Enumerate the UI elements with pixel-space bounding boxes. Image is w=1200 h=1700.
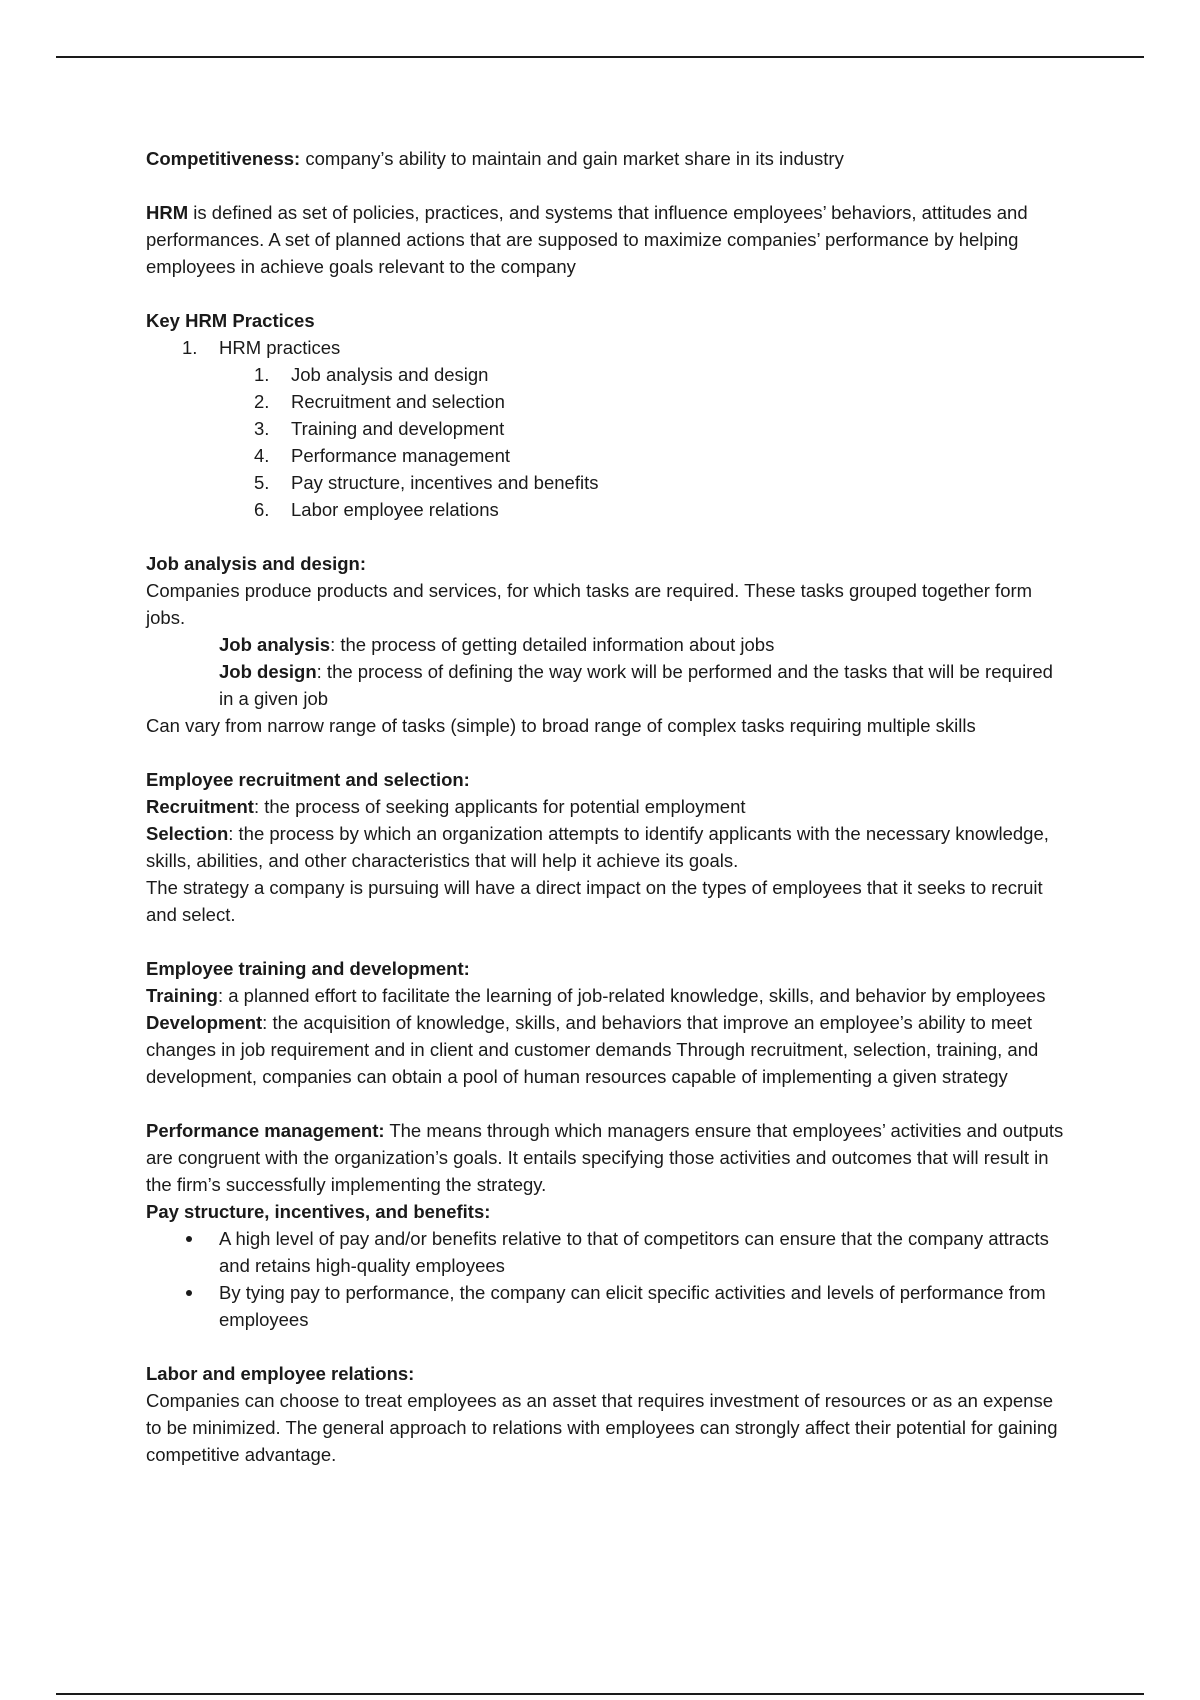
pay-bullet-list xyxy=(146,1225,1066,1333)
list-item: A high level of pay and/or benefits relative to that of competitors can ensure that the company attracts and retains high-quality employees xyxy=(146,1225,1066,1279)
pay-heading: Pay structure, incentives, and benefits: xyxy=(146,1201,491,1222)
competitiveness-definition: Competitiveness: company’s ability to maintain and gain market share in its industry xyxy=(146,148,844,169)
job-design-definition: Job design: the process of defining the way work will be performed and the tasks that will be required in a given job xyxy=(219,661,1053,709)
job-analysis-intro: Companies produce products and services, for which tasks are required. These tasks grouped together form jobs. xyxy=(146,580,1033,628)
top-rule xyxy=(56,56,1144,58)
document-body xyxy=(146,145,1066,1468)
bullet-icon xyxy=(186,1236,192,1242)
hrm-practices-sublist xyxy=(219,361,1066,523)
list-item: 2. Recruitment and selection xyxy=(254,391,505,412)
selection-definition: Selection: the process by which an organization attempts to identify applicants with the necessary knowledge, skills, abilities, and other characteristics that will help it achieve its goals. xyxy=(146,823,1049,871)
list-item: 1. Job analysis and design xyxy=(254,364,489,385)
key-practices-list xyxy=(146,334,1066,523)
job-range-note: Can vary from narrow range of tasks (simple) to broad range of complex tasks requiring multiple skills xyxy=(146,715,976,736)
hrm-term: HRM xyxy=(146,202,189,223)
labor-heading: Labor and employee relations: xyxy=(146,1363,415,1384)
list-item: 4. Performance management xyxy=(254,445,511,466)
key-practices-heading: Key HRM Practices xyxy=(146,310,315,331)
competitiveness-term: Competitiveness: xyxy=(146,148,301,169)
list-item: By tying pay to performance, the company can elicit specific activities and levels of performance from employees xyxy=(146,1279,1066,1333)
list-item: 3. Training and development xyxy=(254,418,505,439)
bottom-rule xyxy=(56,1693,1144,1695)
performance-definition: Performance management: The means through which managers ensure that employees’ activities and outputs are congruent with the organization’s goals. It entails specifying those activities and outcomes that will result in the firm’s successfully implementing the strategy. xyxy=(146,1120,1064,1195)
list-item: 1. HRM practices 1. Job analysis and design 2. Recruitment and selection 3. Training and development 4. Performance management 5. Pay structure, incentives and benefits 6. Labor employee relations xyxy=(146,334,1066,523)
training-heading: Employee training and development: xyxy=(146,958,470,979)
labor-text: Companies can choose to treat employees as an asset that requires investment of resources or as an expense to be minimized. The general approach to relations with employees can strongly affect their potential for gaining competitive advantage. xyxy=(146,1390,1058,1465)
hrm-definition: HRM is defined as set of policies, practices, and systems that influence employees’ behaviors, attitudes and performances. A set of planned actions that are supposed to maximize companies’ performance by helping employees in achieve goals relevant to the company xyxy=(146,202,1028,277)
recruitment-definition: Recruitment: the process of seeking applicants for potential employment xyxy=(146,796,746,817)
job-analysis-definition: Job analysis: the process of getting detailed information about jobs xyxy=(219,634,775,655)
recruitment-strategy-note: The strategy a company is pursuing will have a direct impact on the types of employees that it seeks to recruit and select. xyxy=(146,877,1043,925)
list-item: 5. Pay structure, incentives and benefits xyxy=(254,472,599,493)
recruitment-heading: Employee recruitment and selection: xyxy=(146,769,470,790)
training-definition: Training: a planned effort to facilitate the learning of job-related knowledge, skills, and behavior by employees xyxy=(146,985,1046,1006)
development-definition: Development: the acquisition of knowledge, skills, and behaviors that improve an employee’s ability to meet changes in job requirement and in client and customer demands Through recruitment, selection, training, and development, companies can obtain a pool of human resources capable of implementing a given strategy xyxy=(146,1012,1039,1087)
list-item: 6. Labor employee relations xyxy=(254,499,499,520)
bullet-icon xyxy=(186,1290,192,1296)
job-analysis-heading: Job analysis and design: xyxy=(146,553,367,574)
